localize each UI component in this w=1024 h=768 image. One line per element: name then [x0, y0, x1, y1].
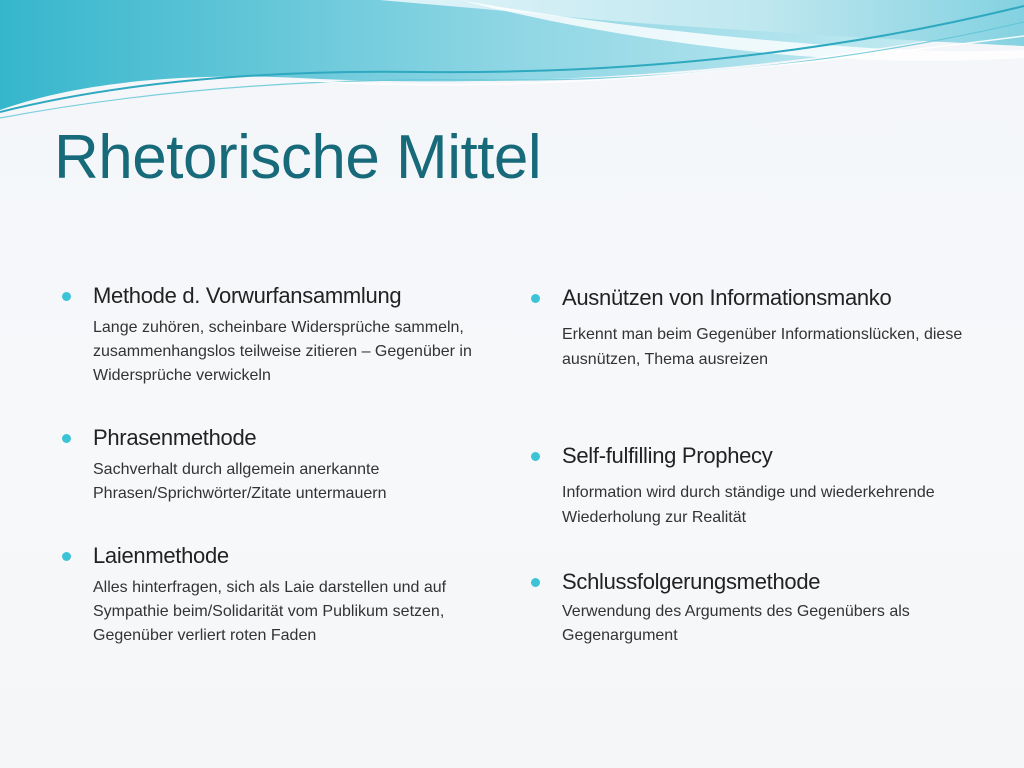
list-item [531, 442, 971, 530]
item-description: Erkennt man beim Gegenüber Informationslücken, diese ausnützen, Thema ausreizen [562, 326, 963, 368]
item-title: Methode d. Vorwurfansammlung [93, 283, 402, 308]
wave-decoration [0, 0, 1024, 130]
item-title: Self-fulfilling Prophecy [562, 443, 773, 468]
bullet-icon [62, 434, 71, 443]
list-item [62, 542, 492, 648]
list-item [531, 284, 971, 372]
item-description: Alles hinterfragen, sich als Laie darstellen und auf Sympathie beim/Solidarität vom Publikum setzen, Gegenüber verliert roten Faden [93, 579, 447, 644]
item-description: Verwendung des Arguments des Gegenübers als Gegenargument [562, 603, 910, 644]
item-title: Phrasenmethode [93, 425, 257, 450]
bullet-icon [62, 552, 71, 561]
slide-title: Rhetorische Mittel [54, 123, 542, 192]
item-description: Sachverhalt durch allgemein anerkannte Phrasen/Sprichwörter/Zitate untermauern [93, 461, 387, 502]
item-title: Schlussfolgerungsmethode [562, 569, 821, 594]
bullet-icon [531, 294, 540, 303]
bullet-icon [531, 578, 540, 587]
list-item [531, 568, 971, 648]
item-description: Information wird durch ständige und wiederkehrende Wiederholung zur Realität [562, 484, 935, 526]
list-item [62, 424, 492, 506]
item-description: Lange zuhören, scheinbare Widersprüche sammeln, zusammenhangslos teilweise zitieren – Gegenüber in Widersprüche verwickeln [93, 319, 472, 384]
list-item [62, 282, 492, 388]
bullet-icon [62, 292, 71, 301]
item-title: Laienmethode [93, 543, 229, 568]
item-title: Ausnützen von Informationsmanko [562, 285, 892, 310]
bullet-icon [531, 452, 540, 461]
